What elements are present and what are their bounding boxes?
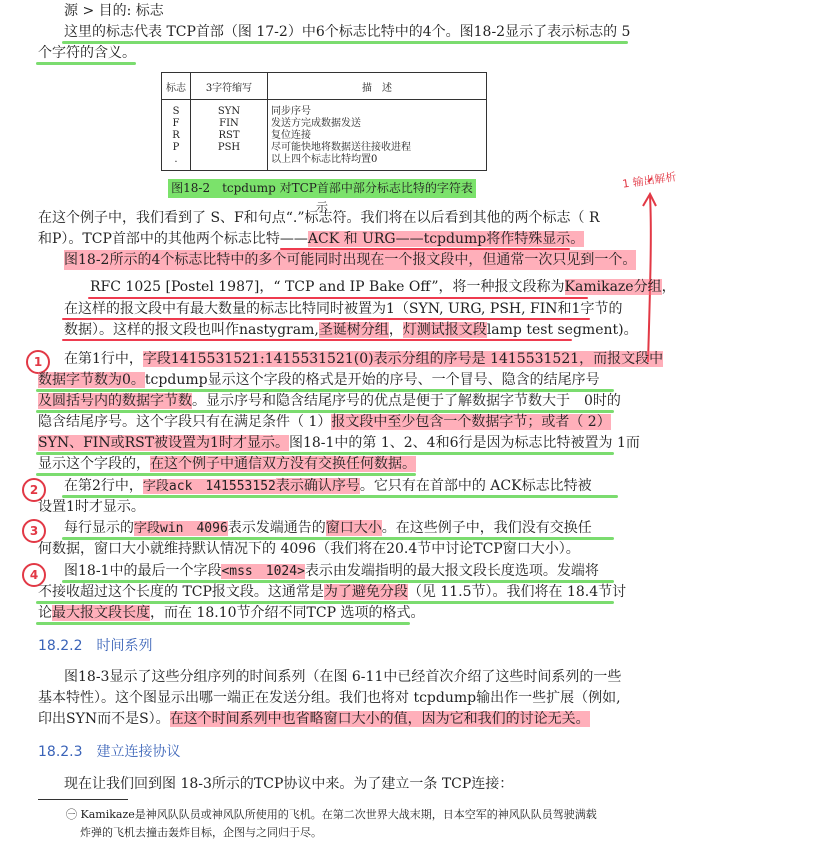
table-header-flag: 标志 [162,73,191,100]
para4-line5: SYN、FIN或RST被设置为1时才显示。图18-1中的第 1、2、4和6行是因为标志比特被置为 1而 [38,435,640,451]
footnote-rule [38,799,128,800]
para1-line1: 这里的标志代表 TCP首部（图 17-2）中6个标志比特中的4个。图18-2显示了表示标志的 5 [64,24,631,40]
para3-line3: 数据）。这样的报文段也叫作nastygram,圣诞树分组，灯测试报文段lamp test segment)。 [64,322,638,338]
marker-1: 1 [26,350,50,374]
table-row: . 以上四个标志比特均置0 [162,154,487,171]
para7-line2: 不接收超过这个长度的 TCP报文段。这通常是为了避免分段（见 11.5节）。我们将在 18.4节讨 [38,584,627,600]
para2-line3: 图18-2所示的4个标志比特中的多个可能同时出现在一个报文段中，但通常一次只见到一个。 [64,252,637,268]
table-header-desc: 描 述 [268,73,487,100]
footnote-line1: ㊀ Kamikaze是神风队队员或神风队所使用的飞机。在第二次世界大战末期，日本空军的神风队队员驾驶满载 [66,808,597,821]
table-row: R RST 复位连接 [162,130,487,142]
table-header-abbr: 3字符缩写 [191,73,268,100]
table-row: P PSH 尽可能快地将数据送往接收进程 [162,142,487,154]
red-underline [62,339,572,341]
para3-line2: 在这样的报文段中有最大数量的标志比特同时被置为1（SYN, URG, PSH, FIN和1字节的 [64,301,623,317]
green-underline [36,622,410,625]
footnote-line2: 炸弹的飞机去撞击轰炸目标，企图与之同归于尽。 [80,826,322,839]
table-row: S SYN 同步序号 [162,100,487,119]
flags-table [161,72,487,171]
green-underline [62,495,618,498]
para9: 现在让我们回到图 18-3所示的TCP协议中来。为了建立一条 TCP连接： [64,776,514,792]
para7-line1: 图18-1中的最后一个字段<mss 1024>表示由发端指明的最大报文段长度选项。发端将 [64,563,599,579]
marker-3: 3 [22,519,46,543]
para8-line3: 印出SYN而不是S）。在这个时间系列中也省略窗口大小的值，因为它和我们的讨论无关。 [38,711,590,727]
source-dest-flags-line: 源 > 目的: 标志 [64,3,164,19]
para4-line2: 数据字节数为0。tcpdump显示这个字段的格式是开始的序号、一个冒号、隐含的结尾序号 [38,372,600,388]
para5-line1: 在第2行中，字段ack 141553152表示确认序号。它只有在首部中的 ACK标志比特被 [64,478,592,494]
green-underline [36,62,136,65]
para8-line2: 基本特性）。这个图显示出哪一端正在发送分组。我们也将对 tcpdump输出作一些扩展（例如, [38,690,621,706]
handwritten-annotation: 1 输出解析 [621,170,678,191]
para7-line3: 论最大报文段长度，而在 18.10节介绍不同TCP 选项的格式。 [38,605,425,621]
section-heading-time-series: 18.2.2 时间系列 [38,638,153,654]
para4-line3: 及圆括号内的数据字节数。显示序号和隐含结尾序号的优点是便于了解数据字节数大于 0时的 [38,393,621,409]
para5-line2: 设置1时才显示。 [38,499,145,515]
green-underline [62,41,628,44]
para1-line2: 个字符的含义。 [38,45,136,61]
para6-line2: 何数据，窗口大小就维持默认情况下的 4096（我们将在20.4节中讨论TCP窗口大小）。 [38,541,580,557]
section-heading-connection-setup: 18.2.3 建立连接协议 [38,744,181,760]
para4-line6: 显示这个字段的，在这个例子中通信双方没有交换任何数据。 [38,456,416,472]
para2-line1: 在这个例子中，我们看到了 S、F和句点“.”标志符。我们将在以后看到其他的两个标志（ R [38,210,600,226]
para4-line4: 隐含结尾序号。这个字段只有在满足条件（ 1）报文段中至少包含一个数据字节；或者（ 2） [38,414,611,430]
para2-line2: 和P）。TCP首部中的其他两个标志比特——ACK 和 URG——tcpdump将作特殊显示。 [38,231,585,247]
para6-line1: 每行显示的字段win 4096表示发端通告的窗口大小。在这些例子中，我们没有交换任 [64,520,592,536]
para3-line1: RFC 1025 [Postel 1987]，“ TCP and IP Bake Off”，将一种报文段称为Kamikaze分组， [90,279,676,295]
marker-4: 4 [22,563,46,587]
marker-2: 2 [22,478,46,502]
annotation-arrow-icon [630,172,710,372]
para8-line1: 图18-3显示了这些分组序列的时间系列（在图 6-11中已经首次介绍了这些时间系列的一些 [64,669,622,685]
table-row: F FIN 发送方完成数据发送 [162,118,487,130]
para4-line1: 在第1行中，字段1415531521:1415531521(0)表示分组的序号是 1415531521，而报文段中 [64,351,664,367]
figure-caption: 图18-2 tcpdump 对TCP首部中部分标志比特的字符表示 [168,179,476,198]
